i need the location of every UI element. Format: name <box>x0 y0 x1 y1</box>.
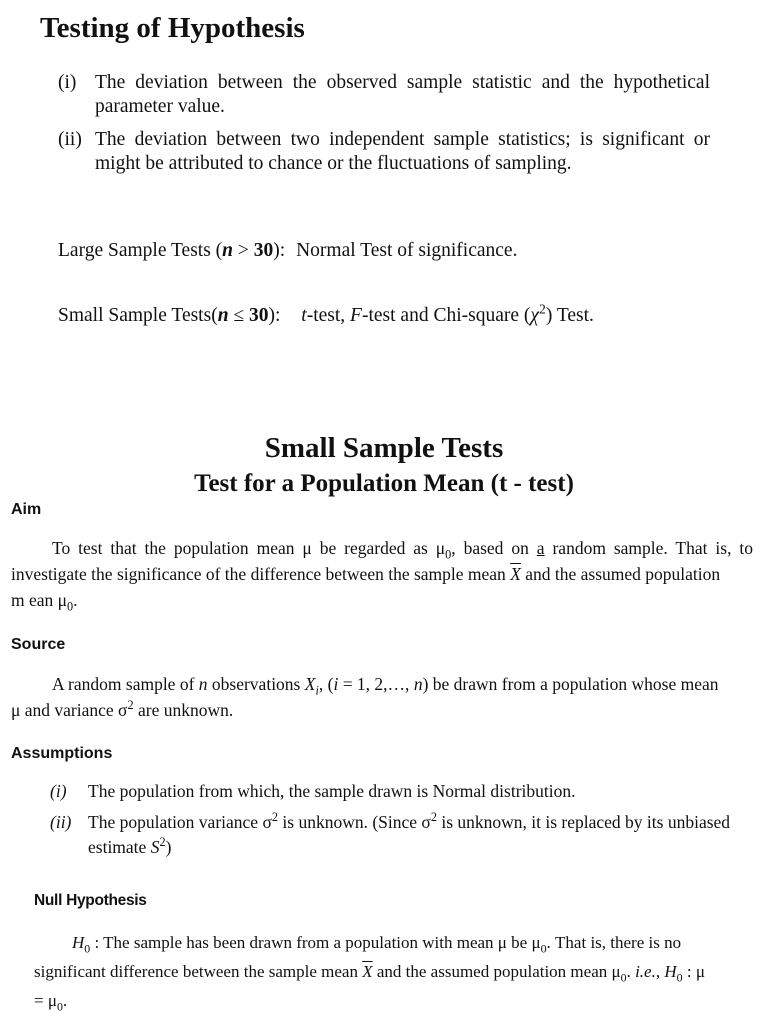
null-hypothesis-paragraph: $H_0$ : The sample has been drawn from a population with mean μ be $\mu_0$. That is, there is no significant difference between the sample mean X and the assumed population mean $\mu_0$. i.e., $H_0$ : μ = $\mu_0$. <box>34 933 705 1014</box>
section-title: Small Sample Tests <box>264 432 504 464</box>
small-sample-tests-line: Small Sample Tests(n ≤ 30): t-test, F-test and Chi-square $(\chi^2)$ Test. <box>58 301 594 326</box>
list-item <box>50 810 758 860</box>
list-item-number: (ii) <box>58 129 82 150</box>
list-item <box>58 71 710 119</box>
list-item-text: The population from which, the sample drawn is Normal distribution. <box>88 781 576 801</box>
source-paragraph: A random sample of n observations $X_i$, (i = 1, 2,…, n) be drawn from a population whose mean μ and variance $\sigma^2$ are unknown. <box>11 674 719 720</box>
list-item-text: The deviation between two independent sample statistics; is significant or might be attributed to chance or the fluctuations of sampling. <box>95 129 710 174</box>
page-title: Testing of Hypothesis <box>40 12 305 44</box>
list-item-text: The deviation between the observed sample statistic and the hypothetical parameter value. <box>95 72 710 117</box>
section-subtitle: Test for a Population Mean (t - test) <box>194 470 574 497</box>
list-item-number: (ii) <box>50 812 72 832</box>
assumptions-heading: Assumptions <box>11 745 113 762</box>
list-item-text: The population variance $\sigma^2$ is unknown. (Since $\sigma^2$ is unknown, it is replaced by its unbiased estimate $S^2$) <box>88 810 731 857</box>
list-item-number: (i) <box>58 72 77 93</box>
large-sample-tests-line: Large Sample Tests (n > 30): Normal Test of significance. <box>58 240 518 261</box>
aim-paragraph: To test that the population mean μ be regarded as $\mu_0$, based on a random sample. That is, to investigate the significance of the difference between the sample mean X and the assumed population m ean $\mu_0$. <box>11 538 753 614</box>
list-item <box>58 128 710 176</box>
source-heading: Source <box>11 636 66 653</box>
null-hypothesis-heading: Null Hypothesis <box>34 892 147 909</box>
aim-heading: Aim <box>11 501 42 518</box>
list-item-number: (i) <box>50 781 67 801</box>
list-item <box>50 779 758 804</box>
